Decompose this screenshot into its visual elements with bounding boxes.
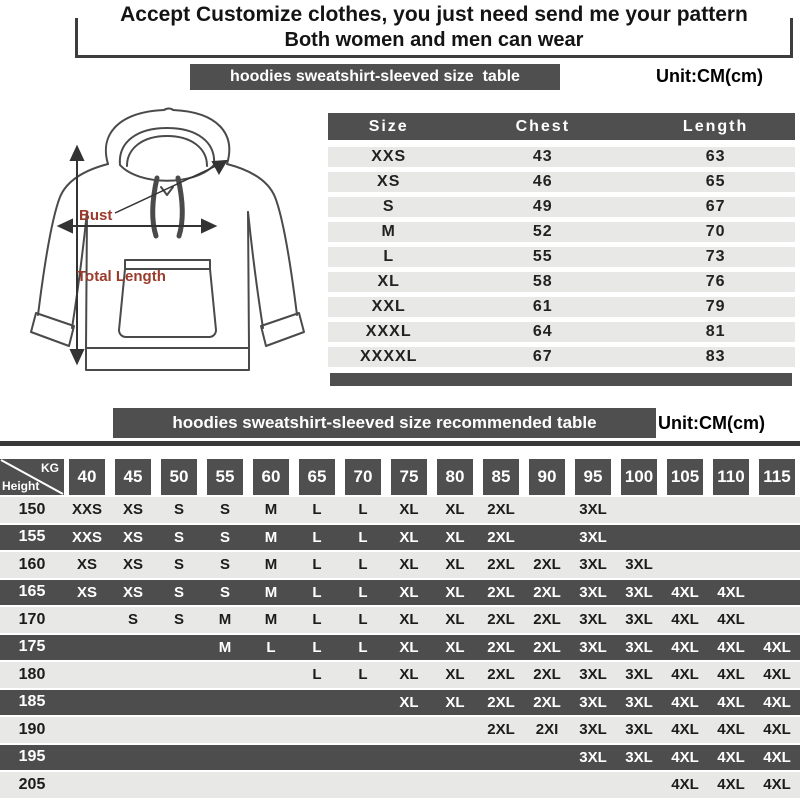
weight-header-cell: 90 <box>529 459 565 495</box>
weight-header-col <box>432 459 478 495</box>
weight-header-cell: 50 <box>161 459 197 495</box>
matrix-row <box>0 745 800 773</box>
size-value-cell: XL <box>445 528 465 546</box>
length-cell: 73 <box>705 248 726 265</box>
weight-header-cell: 85 <box>483 459 519 495</box>
corner-kg-label: KG <box>41 461 59 475</box>
size-value-cell: S <box>173 556 184 574</box>
matrix-row <box>0 580 800 608</box>
height-cell: 155 <box>18 528 46 546</box>
height-cell: 150 <box>18 500 46 518</box>
height-cell: 170 <box>18 610 46 628</box>
size-cell: XXXXL <box>359 348 418 365</box>
height-cell: 205 <box>18 775 46 793</box>
size-cell: XXL <box>371 298 406 315</box>
weight-header-col <box>754 459 800 495</box>
size-value-cell: L <box>358 666 368 684</box>
length-cell: 79 <box>705 298 726 315</box>
size-value-cell: XL <box>399 501 419 519</box>
col-header-chest: Chest <box>515 117 571 135</box>
size-table-row <box>328 347 795 367</box>
recommended-table-title-bar: hoodies sweatshirt-sleeved size recommended table <box>113 408 656 438</box>
size-cell: XXXL <box>365 323 412 340</box>
size-value-cell: XL <box>445 666 465 684</box>
size-value-cell: XS <box>76 556 97 574</box>
height-cell: 165 <box>18 583 46 601</box>
weight-header-cell: 65 <box>299 459 335 495</box>
hoodie-outline <box>31 109 304 371</box>
weight-header-col <box>340 459 386 495</box>
chest-cell: 46 <box>532 173 553 190</box>
matrix-row <box>0 690 800 718</box>
unit-label-1: Unit:CM(cm) <box>656 66 763 86</box>
size-value-cell: S <box>219 583 230 601</box>
size-value-cell: M <box>218 638 232 656</box>
size-cell: XXS <box>371 148 407 165</box>
size-value-cell: 2XL <box>487 528 515 546</box>
size-value-cell: M <box>264 501 278 519</box>
size-value-cell: 2XL <box>487 666 515 684</box>
size-value-cell: 3XL <box>625 693 653 711</box>
size-value-cell: 3XL <box>625 638 653 656</box>
size-table-row <box>328 322 795 342</box>
weight-header-col <box>662 459 708 495</box>
size-value-cell: 2XL <box>487 693 515 711</box>
size-value-cell: XS <box>122 501 143 519</box>
size-value-cell: 3XL <box>579 693 607 711</box>
size-value-cell: 2XL <box>487 638 515 656</box>
col-header-size: Size <box>368 117 409 135</box>
size-value-cell: L <box>312 583 322 601</box>
weight-header-col <box>524 459 570 495</box>
size-value-cell: L <box>358 638 368 656</box>
size-value-cell: XL <box>399 638 419 656</box>
hoodie-diagram <box>15 100 320 392</box>
size-table-footer-bar <box>330 373 792 386</box>
size-cell: XS <box>377 173 401 190</box>
size-value-cell: L <box>358 611 368 629</box>
size-cell: M <box>381 223 396 240</box>
size-value-cell: M <box>218 611 232 629</box>
weight-header-cell: 55 <box>207 459 243 495</box>
size-table-row <box>328 222 795 242</box>
size-table-row <box>328 297 795 317</box>
matrix-row <box>0 662 800 690</box>
size-value-cell: 2XL <box>487 721 515 739</box>
size-value-cell: XL <box>399 583 419 601</box>
banner-line2: Both women and men can wear <box>284 29 584 51</box>
matrix-row <box>0 607 800 635</box>
size-value-cell: 4XL <box>671 611 699 629</box>
weight-header-cell: 80 <box>437 459 473 495</box>
matrix-row <box>0 772 800 800</box>
size-value-cell: 3XL <box>625 666 653 684</box>
matrix-header <box>0 459 800 495</box>
size-value-cell: 4XL <box>763 776 791 794</box>
size-value-cell: 4XL <box>717 776 745 794</box>
length-cell: 63 <box>705 148 726 165</box>
size-value-cell: 2XL <box>487 556 515 574</box>
matrix-row <box>0 552 800 580</box>
size-value-cell: XL <box>445 556 465 574</box>
height-cell: 195 <box>18 748 46 766</box>
size-value-cell: 2XL <box>533 638 561 656</box>
size-value-cell: L <box>358 528 368 546</box>
weight-header-col <box>64 459 110 495</box>
chest-cell: 67 <box>532 348 553 365</box>
size-value-cell: 4XL <box>671 583 699 601</box>
size-value-cell: L <box>312 556 322 574</box>
size-value-cell: XL <box>445 611 465 629</box>
size-cell: L <box>383 248 395 265</box>
size-value-cell: S <box>219 528 230 546</box>
chest-cell: 64 <box>532 323 553 340</box>
size-table-row <box>328 172 795 192</box>
size-value-cell: 3XL <box>579 583 607 601</box>
size-table-row <box>328 197 795 217</box>
size-cell: S <box>382 198 395 215</box>
matrix-rows <box>0 497 800 800</box>
section-divider-line <box>0 441 800 446</box>
size-value-cell: 3XL <box>625 721 653 739</box>
size-value-cell: S <box>173 528 184 546</box>
size-value-cell: 4XL <box>671 666 699 684</box>
size-value-cell: 4XL <box>763 748 791 766</box>
size-value-cell: XXS <box>71 528 102 546</box>
size-value-cell: XL <box>399 666 419 684</box>
size-cell: XL <box>377 273 400 290</box>
size-value-cell: L <box>312 666 322 684</box>
weight-header-col <box>294 459 340 495</box>
weight-header-col <box>478 459 524 495</box>
weight-header-col <box>386 459 432 495</box>
chest-cell: 55 <box>532 248 553 265</box>
weight-header-col <box>110 459 156 495</box>
size-value-cell: XS <box>122 528 143 546</box>
length-cell: 81 <box>705 323 726 340</box>
size-value-cell: 3XL <box>579 638 607 656</box>
size-value-cell: XL <box>399 611 419 629</box>
chest-cell: 43 <box>532 148 553 165</box>
size-value-cell: 4XL <box>763 666 791 684</box>
size-value-cell: S <box>173 501 184 519</box>
matrix-row <box>0 717 800 745</box>
size-value-cell: 3XL <box>579 666 607 684</box>
size-value-cell: XXS <box>71 501 102 519</box>
col-header-length: Length <box>682 117 749 135</box>
size-value-cell: 3XL <box>625 748 653 766</box>
size-value-cell: 3XL <box>579 721 607 739</box>
size-value-cell: S <box>219 556 230 574</box>
size-value-cell: XS <box>122 583 143 601</box>
weight-header-cell: 45 <box>115 459 151 495</box>
length-cell: 65 <box>705 173 726 190</box>
size-value-cell: 4XL <box>717 638 745 656</box>
size-value-cell: 3XL <box>625 611 653 629</box>
size-value-cell: 4XL <box>671 693 699 711</box>
size-value-cell: L <box>312 501 322 519</box>
size-value-cell: 4XL <box>763 638 791 656</box>
banner-line1: Accept Customize clothes, you just need send me your pattern <box>120 3 748 26</box>
bust-label: Bust <box>79 207 113 224</box>
height-cell: 185 <box>18 693 46 711</box>
size-value-cell: 3XL <box>579 748 607 766</box>
size-value-cell: 4XL <box>671 776 699 794</box>
size-value-cell: 3XL <box>625 583 653 601</box>
weight-header-cell: 40 <box>69 459 105 495</box>
length-cell: 67 <box>705 198 726 215</box>
size-value-cell: L <box>358 556 368 574</box>
size-table-title-bar: hoodies sweatshirt-sleeved size table <box>190 64 560 90</box>
weight-header-cell: 95 <box>575 459 611 495</box>
size-value-cell: S <box>173 611 184 629</box>
size-value-cell: 4XL <box>717 583 745 601</box>
size-value-cell: XS <box>122 556 143 574</box>
chest-cell: 52 <box>532 223 553 240</box>
height-cell: 190 <box>18 720 46 738</box>
size-value-cell: 2XL <box>533 693 561 711</box>
size-value-cell: L <box>358 501 368 519</box>
weight-header-cell: 115 <box>759 459 795 495</box>
chest-cell: 49 <box>532 198 553 215</box>
size-value-cell: S <box>127 611 138 629</box>
size-value-cell: XS <box>76 583 97 601</box>
weight-header-col <box>616 459 662 495</box>
size-value-cell: XL <box>399 528 419 546</box>
weight-header-cell: 110 <box>713 459 749 495</box>
size-value-cell: L <box>266 638 276 656</box>
chest-cell: 61 <box>532 298 553 315</box>
size-value-cell: 4XL <box>717 693 745 711</box>
size-value-cell: XL <box>445 501 465 519</box>
height-cell: 175 <box>18 638 46 656</box>
size-table-row <box>328 147 795 167</box>
size-value-cell: 4XL <box>671 638 699 656</box>
unit-label-2: Unit:CM(cm) <box>658 413 765 433</box>
size-table-header <box>328 113 795 140</box>
size-value-cell: 2XI <box>535 721 559 739</box>
size-value-cell: 4XL <box>717 611 745 629</box>
total-length-label: Total Length <box>77 268 166 285</box>
weight-header-col <box>156 459 202 495</box>
size-value-cell: 4XL <box>717 748 745 766</box>
size-value-cell: L <box>312 638 322 656</box>
matrix-row <box>0 525 800 553</box>
corner-height-label: Height <box>2 479 40 493</box>
matrix-row <box>0 635 800 663</box>
weight-header-col <box>202 459 248 495</box>
size-value-cell: 3XL <box>579 556 607 574</box>
weight-header-cell: 105 <box>667 459 703 495</box>
size-value-cell: 4XL <box>671 748 699 766</box>
height-cell: 180 <box>18 665 46 683</box>
size-value-cell: 3XL <box>625 556 653 574</box>
size-value-cell: M <box>264 611 278 629</box>
matrix-corner-col <box>0 459 64 495</box>
weight-header-cell: 70 <box>345 459 381 495</box>
size-value-cell: 4XL <box>763 721 791 739</box>
size-value-cell: XL <box>445 693 465 711</box>
size-value-cell: XL <box>445 638 465 656</box>
size-value-cell: M <box>264 583 278 601</box>
height-cell: 160 <box>18 555 46 573</box>
size-value-cell: S <box>219 501 230 519</box>
length-cell: 76 <box>705 273 726 290</box>
size-value-cell: 2XL <box>487 583 515 601</box>
size-value-cell: XL <box>399 693 419 711</box>
weight-header-cell: 100 <box>621 459 657 495</box>
size-value-cell: 2XL <box>487 501 515 519</box>
length-cell: 70 <box>705 223 726 240</box>
kg-height-corner-cell <box>0 459 64 495</box>
size-value-cell: M <box>264 556 278 574</box>
size-value-cell: L <box>312 528 322 546</box>
size-table-row <box>328 247 795 267</box>
size-value-cell: S <box>173 583 184 601</box>
size-value-cell: XL <box>399 556 419 574</box>
weight-header-cell: 60 <box>253 459 289 495</box>
size-value-cell: 4XL <box>763 693 791 711</box>
size-value-cell: XL <box>445 583 465 601</box>
weight-header-col <box>570 459 616 495</box>
size-value-cell: M <box>264 528 278 546</box>
length-cell: 83 <box>705 348 726 365</box>
size-value-cell: 2XL <box>533 556 561 574</box>
size-table-rows <box>328 147 795 372</box>
size-value-cell: 3XL <box>579 501 607 519</box>
chest-cell: 58 <box>532 273 553 290</box>
size-value-cell: 4XL <box>717 666 745 684</box>
size-value-cell: 2XL <box>533 583 561 601</box>
size-table-row <box>328 272 795 292</box>
size-value-cell: L <box>312 611 322 629</box>
size-value-cell: L <box>358 583 368 601</box>
size-value-cell: 4XL <box>717 721 745 739</box>
size-value-cell: 4XL <box>671 721 699 739</box>
size-value-cell: 2XL <box>487 611 515 629</box>
size-value-cell: 3XL <box>579 528 607 546</box>
matrix-row <box>0 497 800 525</box>
size-value-cell: 2XL <box>533 666 561 684</box>
size-value-cell: 3XL <box>579 611 607 629</box>
weight-header-cell: 75 <box>391 459 427 495</box>
weight-header-col <box>248 459 294 495</box>
size-value-cell: 2XL <box>533 611 561 629</box>
weight-header-col <box>708 459 754 495</box>
